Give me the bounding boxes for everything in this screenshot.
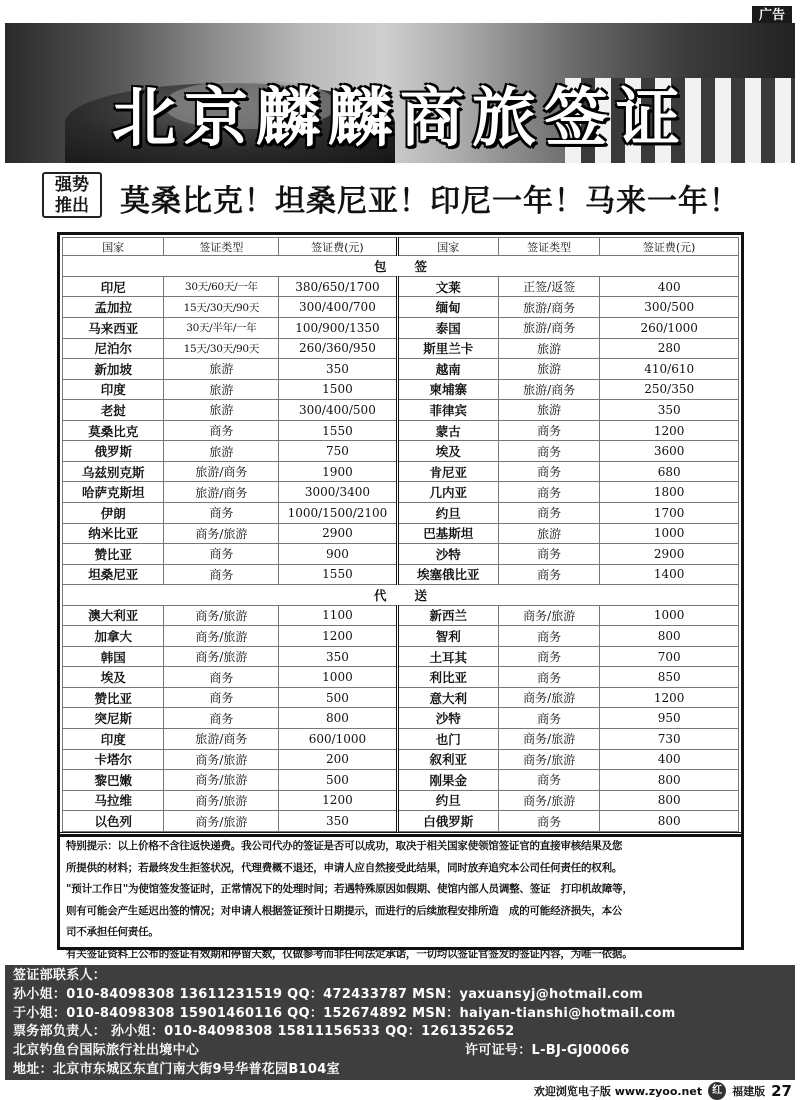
table-row: [63, 318, 739, 339]
fee-cell: 350: [279, 811, 397, 832]
fee-cell: 300/500: [600, 297, 739, 318]
type-cell: 商务: [498, 502, 599, 523]
fee-cell: 500: [279, 770, 397, 791]
type-cell: 正签/返签: [498, 276, 599, 297]
contact-line-ticketing: 票务部负责人： 孙小姐：010-84098308 15811156533 QQ：1261352652: [13, 1024, 515, 1040]
table-row: [63, 441, 739, 462]
banner-title: 北京麟麟商旅签证: [112, 82, 688, 156]
type-cell: 商务/旅游: [164, 790, 279, 811]
promo-line-1: 强势: [55, 175, 89, 195]
visa-price-table: [57, 232, 744, 837]
country-cell: 巴基斯坦: [397, 523, 498, 544]
fee-cell: 1000: [600, 523, 739, 544]
country-cell: 黎巴嫩: [63, 770, 164, 791]
type-cell: 商务/旅游: [498, 687, 599, 708]
fee-cell: 410/610: [600, 359, 739, 380]
contact-line-yu: 于小姐：010-84098308 15901460116 QQ：152674892 MSN：haiyan-tianshi@hotmail.com: [13, 1005, 676, 1021]
table-row: [63, 667, 739, 688]
country-cell: 马来西亚: [63, 318, 164, 339]
type-cell: 商务/旅游: [164, 626, 279, 647]
type-cell: 商务: [498, 708, 599, 729]
ad-badge: 广告: [752, 6, 792, 26]
country-cell: 哈萨克斯坦: [63, 482, 164, 503]
type-cell: 商务/旅游: [498, 728, 599, 749]
type-cell: 旅游: [164, 359, 279, 380]
country-cell: 智利: [397, 626, 498, 647]
table-row: [63, 400, 739, 421]
country-cell: 韩国: [63, 646, 164, 667]
country-cell: 新西兰: [397, 605, 498, 626]
fee-cell: 1200: [279, 626, 397, 647]
type-cell: 商务: [498, 441, 599, 462]
license-number: 许可证号：L-BJ-GJ00066: [465, 1043, 630, 1059]
country-cell: 赞比亚: [63, 544, 164, 565]
type-cell: 15天/30天/90天: [164, 297, 279, 318]
table-row: [63, 276, 739, 297]
country-cell: 几内亚: [397, 482, 498, 503]
fee-cell: 1200: [600, 687, 739, 708]
type-cell: 商务/旅游: [498, 790, 599, 811]
country-cell: 沙特: [397, 544, 498, 565]
fee-cell: 380/650/1700: [279, 276, 397, 297]
type-cell: 旅游: [164, 379, 279, 400]
contact-line-address: 地址：北京市东城区东直门南大街9号华普花园B104室: [13, 1061, 340, 1077]
delivery-visa-section-heading-row: [63, 585, 739, 606]
delivery-visa-section-heading: 代送: [63, 585, 739, 606]
fee-cell: 2900: [279, 523, 397, 544]
table-row: [63, 687, 739, 708]
country-cell: 新加坡: [63, 359, 164, 380]
page-number: 27: [771, 1082, 792, 1100]
note-line: 特别提示：以上价格不含往返快递费。我公司代办的签证是否可以成功，取决于相关国家使领馆签证官的直接审核结果及您: [66, 840, 623, 852]
type-cell: 商务/旅游: [498, 605, 599, 626]
fee-cell: 350: [600, 400, 739, 421]
type-cell: 旅游: [164, 441, 279, 462]
red-logo-icon: 红: [708, 1082, 726, 1100]
table-row: [63, 523, 739, 544]
footer-text: 欢迎浏览电子版 www.zyoo.net: [533, 1085, 703, 1098]
type-cell: 商务/旅游: [164, 811, 279, 832]
country-cell: 白俄罗斯: [397, 811, 498, 832]
type-cell: 商务: [164, 564, 279, 585]
type-cell: 商务: [164, 544, 279, 565]
fee-cell: 1100: [279, 605, 397, 626]
footer-edition: 福建版: [732, 1085, 766, 1098]
country-cell: 缅甸: [397, 297, 498, 318]
fee-cell: 260/1000: [600, 318, 739, 339]
fee-cell: 3000/3400: [279, 482, 397, 503]
country-cell: 利比亚: [397, 667, 498, 688]
header-banner: [5, 23, 795, 163]
table-row: [63, 790, 739, 811]
fee-cell: 1000/1500/2100: [279, 502, 397, 523]
country-cell: 伊朗: [63, 502, 164, 523]
country-cell: 意大利: [397, 687, 498, 708]
contact-heading: 签证部联系人：: [13, 968, 107, 983]
country-cell: 澳大利亚: [63, 605, 164, 626]
type-cell: 商务: [164, 708, 279, 729]
fee-cell: 250/350: [600, 379, 739, 400]
country-cell: 泰国: [397, 318, 498, 339]
fee-cell: 680: [600, 461, 739, 482]
fee-cell: 400: [600, 276, 739, 297]
fee-cell: 700: [600, 646, 739, 667]
country-cell: 蒙古: [397, 420, 498, 441]
note-line: 司不承担任何责任。: [66, 926, 159, 938]
fee-cell: 1500: [279, 379, 397, 400]
country-cell: 叙利亚: [397, 749, 498, 770]
type-cell: 商务: [498, 626, 599, 647]
type-cell: 商务/旅游: [498, 749, 599, 770]
type-cell: 30天/半年/一年: [164, 318, 279, 339]
country-cell: 刚果金: [397, 770, 498, 791]
type-cell: 旅游/商务: [498, 379, 599, 400]
type-cell: 商务: [164, 420, 279, 441]
type-cell: 旅游/商务: [164, 482, 279, 503]
type-cell: 商务: [498, 770, 599, 791]
note-line: "预计工作日"为使馆签发签证时，正常情况下的处理时间；若遇特殊原因如假期、使馆内部人员调整、签证 打印机故障等，: [66, 883, 633, 895]
country-cell: 越南: [397, 359, 498, 380]
type-cell: 商务: [498, 482, 599, 503]
country-cell: 乌兹别克斯: [63, 461, 164, 482]
fee-cell: 280: [600, 338, 739, 359]
fee-cell: 1800: [600, 482, 739, 503]
table-row: [63, 379, 739, 400]
type-cell: 商务/旅游: [164, 605, 279, 626]
table-row: [63, 564, 739, 585]
country-cell: 埃塞俄比亚: [397, 564, 498, 585]
contact-panel: [5, 965, 795, 1080]
fee-cell: 1550: [279, 420, 397, 441]
country-cell: 突尼斯: [63, 708, 164, 729]
type-cell: 旅游: [164, 400, 279, 421]
header-country: 国家: [63, 238, 164, 256]
fee-cell: 1200: [279, 790, 397, 811]
table-row: [63, 482, 739, 503]
fee-cell: 1900: [279, 461, 397, 482]
country-cell: 也门: [397, 728, 498, 749]
fee-cell: 800: [600, 770, 739, 791]
fee-cell: 800: [600, 626, 739, 647]
fee-cell: 400: [600, 749, 739, 770]
country-cell: 卡塔尔: [63, 749, 164, 770]
table-row: [63, 297, 739, 318]
country-cell: 埃及: [63, 667, 164, 688]
fee-cell: 730: [600, 728, 739, 749]
fee-cell: 1000: [279, 667, 397, 688]
country-cell: 埃及: [397, 441, 498, 462]
type-cell: 商务/旅游: [164, 749, 279, 770]
country-cell: 莫桑比克: [63, 420, 164, 441]
fee-cell: 950: [600, 708, 739, 729]
header-visa-type: 签证类型: [164, 238, 279, 256]
table-header-row: [63, 238, 739, 256]
note-line: 有关签证资料上公布的签证有效期和停留天数，仅做参考而非任何法定承诺，一切均以签证官签发的签证内容，为唯一依据。: [66, 947, 633, 960]
type-cell: 商务/旅游: [164, 770, 279, 791]
type-cell: 旅游/商务: [164, 728, 279, 749]
type-cell: 商务/旅游: [164, 523, 279, 544]
type-cell: 商务/旅游: [164, 646, 279, 667]
fee-cell: 500: [279, 687, 397, 708]
contact-line-sun: 孙小姐：010-84098308 13611231519 QQ：472433787 MSN：yaxuansyj@hotmail.com: [13, 986, 644, 1002]
fee-cell: 100/900/1350: [279, 318, 397, 339]
type-cell: 商务: [498, 544, 599, 565]
country-cell: 印尼: [63, 276, 164, 297]
country-cell: 以色列: [63, 811, 164, 832]
type-cell: 商务: [498, 461, 599, 482]
table-row: [63, 605, 739, 626]
table-row: [63, 359, 739, 380]
fee-cell: 900: [279, 544, 397, 565]
header-visa-type: 签证类型: [498, 238, 599, 256]
promo-line-2: 推出: [55, 196, 89, 216]
package-visa-section-heading: 包签: [63, 256, 739, 277]
fee-cell: 1550: [279, 564, 397, 585]
header-visa-fee: 签证费(元): [600, 238, 739, 256]
type-cell: 商务: [164, 667, 279, 688]
type-cell: 旅游: [498, 359, 599, 380]
table-row: [63, 626, 739, 647]
country-cell: 老挝: [63, 400, 164, 421]
fee-cell: 600/1000: [279, 728, 397, 749]
package-visa-section-heading-row: [63, 256, 739, 277]
fee-cell: 800: [279, 708, 397, 729]
country-cell: 纳米比亚: [63, 523, 164, 544]
fee-cell: 260/360/950: [279, 338, 397, 359]
type-cell: 商务: [498, 646, 599, 667]
table-row: [63, 708, 739, 729]
type-cell: 旅游/商务: [164, 461, 279, 482]
country-cell: 尼泊尔: [63, 338, 164, 359]
contact-line-agency: [13, 1042, 787, 1061]
fee-cell: 850: [600, 667, 739, 688]
table-row: [63, 420, 739, 441]
country-cell: 马拉维: [63, 790, 164, 811]
country-cell: 文莱: [397, 276, 498, 297]
fee-cell: 800: [600, 790, 739, 811]
fee-cell: 300/400/700: [279, 297, 397, 318]
country-cell: 肯尼亚: [397, 461, 498, 482]
country-cell: 印度: [63, 379, 164, 400]
type-cell: 旅游: [498, 400, 599, 421]
table-row: [63, 544, 739, 565]
type-cell: 旅游: [498, 338, 599, 359]
fee-cell: 350: [279, 646, 397, 667]
table-row: [63, 749, 739, 770]
fee-cell: 300/400/500: [279, 400, 397, 421]
country-cell: 加拿大: [63, 626, 164, 647]
promo-box: [42, 172, 102, 218]
country-cell: 俄罗斯: [63, 441, 164, 462]
note-line: 所提供的材料；若最终发生拒签状况，代理费概不退还，申请人应自然接受此结果，同时放弃追究本公司任何责任的权利。: [66, 861, 623, 874]
fee-cell: 1000: [600, 605, 739, 626]
fee-cell: 350: [279, 359, 397, 380]
fee-cell: 1200: [600, 420, 739, 441]
type-cell: 商务: [498, 564, 599, 585]
promo-headline: 莫桑比克！坦桑尼亚！印尼一年！马来一年！: [120, 184, 740, 219]
type-cell: 15天/30天/90天: [164, 338, 279, 359]
country-cell: 菲律宾: [397, 400, 498, 421]
country-cell: 土耳其: [397, 646, 498, 667]
table-row: [63, 811, 739, 832]
table-row: [63, 461, 739, 482]
fee-cell: 750: [279, 441, 397, 462]
type-cell: 旅游/商务: [498, 318, 599, 339]
header-visa-fee: 签证费(元): [279, 238, 397, 256]
type-cell: 商务: [498, 811, 599, 832]
type-cell: 旅游/商务: [498, 297, 599, 318]
table-row: [63, 502, 739, 523]
agency-name: 北京钓鱼台国际旅行社出境中心: [13, 1043, 200, 1059]
table-row: [63, 770, 739, 791]
country-cell: 约旦: [397, 790, 498, 811]
country-cell: 赞比亚: [63, 687, 164, 708]
country-cell: 坦桑尼亚: [63, 564, 164, 585]
table-row: [63, 646, 739, 667]
type-cell: 30天/60天/一年: [164, 276, 279, 297]
type-cell: 商务: [498, 420, 599, 441]
fee-cell: 1400: [600, 564, 739, 585]
fee-cell: 200: [279, 749, 397, 770]
note-line: 则有可能会产生延迟出签的情况；对申请人根据签证预计日期提示，而进行的后续旅程安排所造 成的可能经济损失，本公: [66, 904, 623, 917]
table-row: [63, 728, 739, 749]
table-row: [63, 338, 739, 359]
type-cell: 商务: [498, 667, 599, 688]
fee-cell: 800: [600, 811, 739, 832]
country-cell: 印度: [63, 728, 164, 749]
page-footer: [534, 1082, 792, 1100]
type-cell: 商务: [164, 502, 279, 523]
country-cell: 约旦: [397, 502, 498, 523]
header-country: 国家: [397, 238, 498, 256]
country-cell: 沙特: [397, 708, 498, 729]
country-cell: 斯里兰卡: [397, 338, 498, 359]
type-cell: 商务: [164, 687, 279, 708]
fee-cell: 1700: [600, 502, 739, 523]
fee-cell: 3600: [600, 441, 739, 462]
fee-cell: 2900: [600, 544, 739, 565]
country-cell: 柬埔寨: [397, 379, 498, 400]
type-cell: 旅游: [498, 523, 599, 544]
notes-box: [57, 832, 744, 960]
country-cell: 孟加拉: [63, 297, 164, 318]
